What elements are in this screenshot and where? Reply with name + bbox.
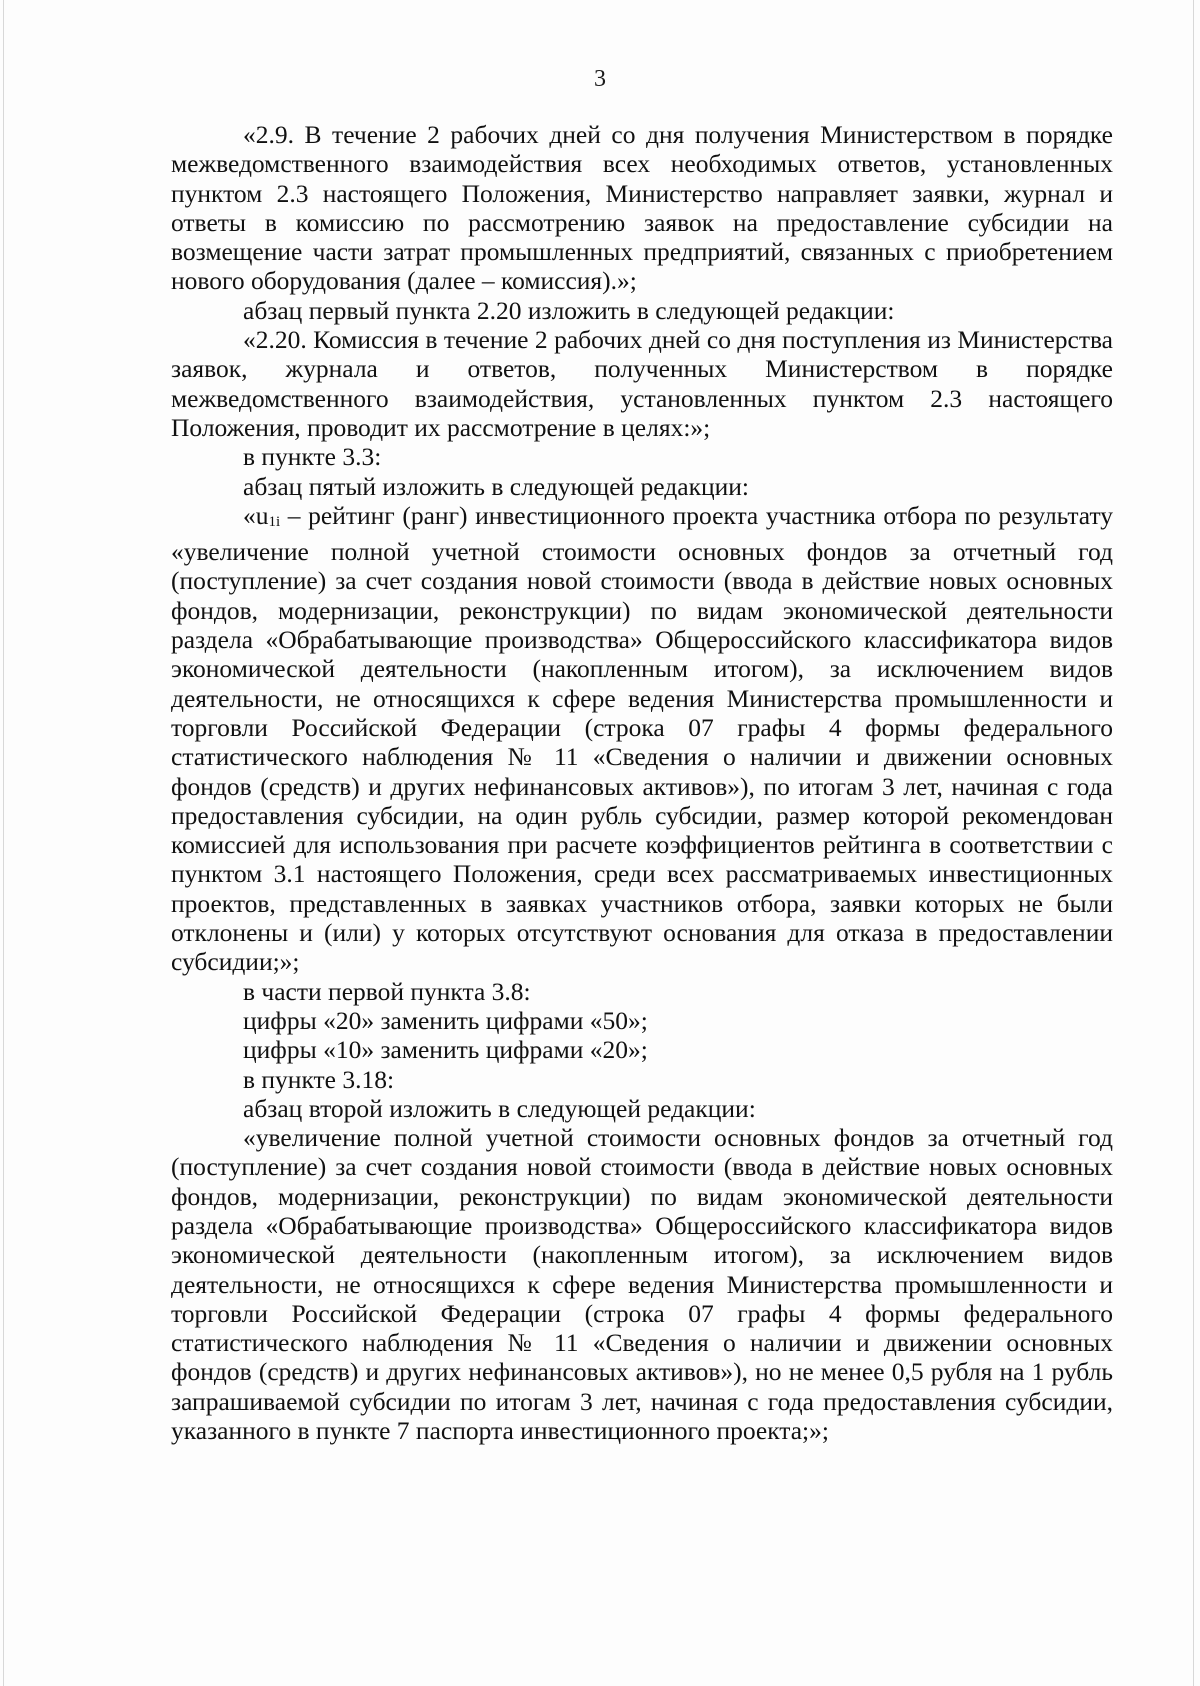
scan-edge-left: [3, 0, 4, 1686]
paragraph-2-9: «2.9. В течение 2 рабочих дней со дня получения Министерством в порядке межведомственного взаимодействия всех необходимых ответов, установленных пунктом 2.3 настоящего Положения, Министерство направляет заявки, журнал и ответы в комиссию по рассмотрению заявок на предоставление субсидии на возмещение части затрат промышленных предприятий, связанных с приобретением нового оборудования (далее – комиссия).»;: [171, 120, 1113, 296]
paragraph-point-3-8: в части первой пункта 3.8:: [243, 976, 531, 1006]
paragraph-replace-10: цифры «10» заменить цифрами «20»;: [243, 1035, 648, 1065]
paragraph-rating-definition: [171, 501, 1113, 977]
rating-subscript: 1i: [268, 513, 281, 530]
document-body: [171, 120, 1113, 1445]
paragraph-amend-fifth: абзац пятый изложить в следующей редакции:: [243, 471, 749, 501]
rating-symbol: «u: [243, 500, 269, 530]
paragraph-amend-second: абзац второй изложить в следующей редакции:: [243, 1093, 756, 1123]
paragraph-cost-increase: «увеличение полной учетной стоимости основных фондов за отчетный год (поступление) за счет создания новой стоимости (ввода в действие новых основных фондов, модернизации, реконструкции) по видам экономической деятельности раздела «Обрабатывающие производства» Общероссийского классификатора видов экономической деятельности (накопленным итогом), за исключением видов деятельности, не относящихся к сфере ведения Министерства промышленности и торговли Российской Федерации (строка 07 графы 4 формы федерального статистического наблюдения № 11 «Сведения о наличии и движении основных фондов (средств) и других нефинансовых активов»), но не менее 0,5 рубля на 1 рубль запрашиваемой субсидии по итогам 3 лет, начиная с года предоставления субсидии, указанного в пункте 7 паспорта инвестиционного проекта;»;: [171, 1123, 1113, 1446]
paragraph-2-20: «2.20. Комиссия в течение 2 рабочих дней со дня поступления из Министерства заявок, журнала и ответов, полученных Министерством в порядке межведомственного взаимодействия, установленных пунктом 2.3 настоящего Положения, проводит их рассмотрение в целях:»;: [171, 325, 1113, 442]
paragraph-amend-2-20: абзац первый пункта 2.20 изложить в следующей редакции:: [243, 295, 895, 325]
paragraph-point-3-18: в пункте 3.18:: [243, 1064, 395, 1094]
scan-edge-right: [1193, 0, 1194, 1686]
rating-text: – рейтинг (ранг) инвестиционного проекта участника отбора по результату «увеличение полной учетной стоимости основных фондов за отчетный год (поступление) за счет создания новой стоимости (ввода в действие новых основных фондов, модернизации, реконструкции) по видам экономической деятельности раздела «Обрабатывающие производства» Общероссийского классификатора видов экономической деятельности (накопленным итогом), за исключением видов деятельности, не относящихся к сфере ведения Министерства промышленности и торговли Российской Федерации (строка 07 графы 4 формы федерального статистического наблюдения № 11 «Сведения о наличии и движении основных фондов (средств) и других нефинансовых активов»), по итогам 3 лет, начиная с года предоставления субсидии, на один рубль субсидии, размер которой рекомендован комиссией для использования при расчете коэффициентов рейтинга в соответствии с пунктом 3.1 настоящего Положения, среди всех рассматриваемых инвестиционных проектов, представленных в заявках участников отбора, заявки которых не были отклонены и (или) у которых отсутствуют основания для отказа в предоставлении субсидии;»;: [171, 500, 1113, 977]
page-number: 3: [594, 66, 606, 92]
paragraph-point-3-3: в пункте 3.3:: [243, 442, 382, 472]
paragraph-replace-20: цифры «20» заменить цифрами «50»;: [243, 1005, 648, 1035]
